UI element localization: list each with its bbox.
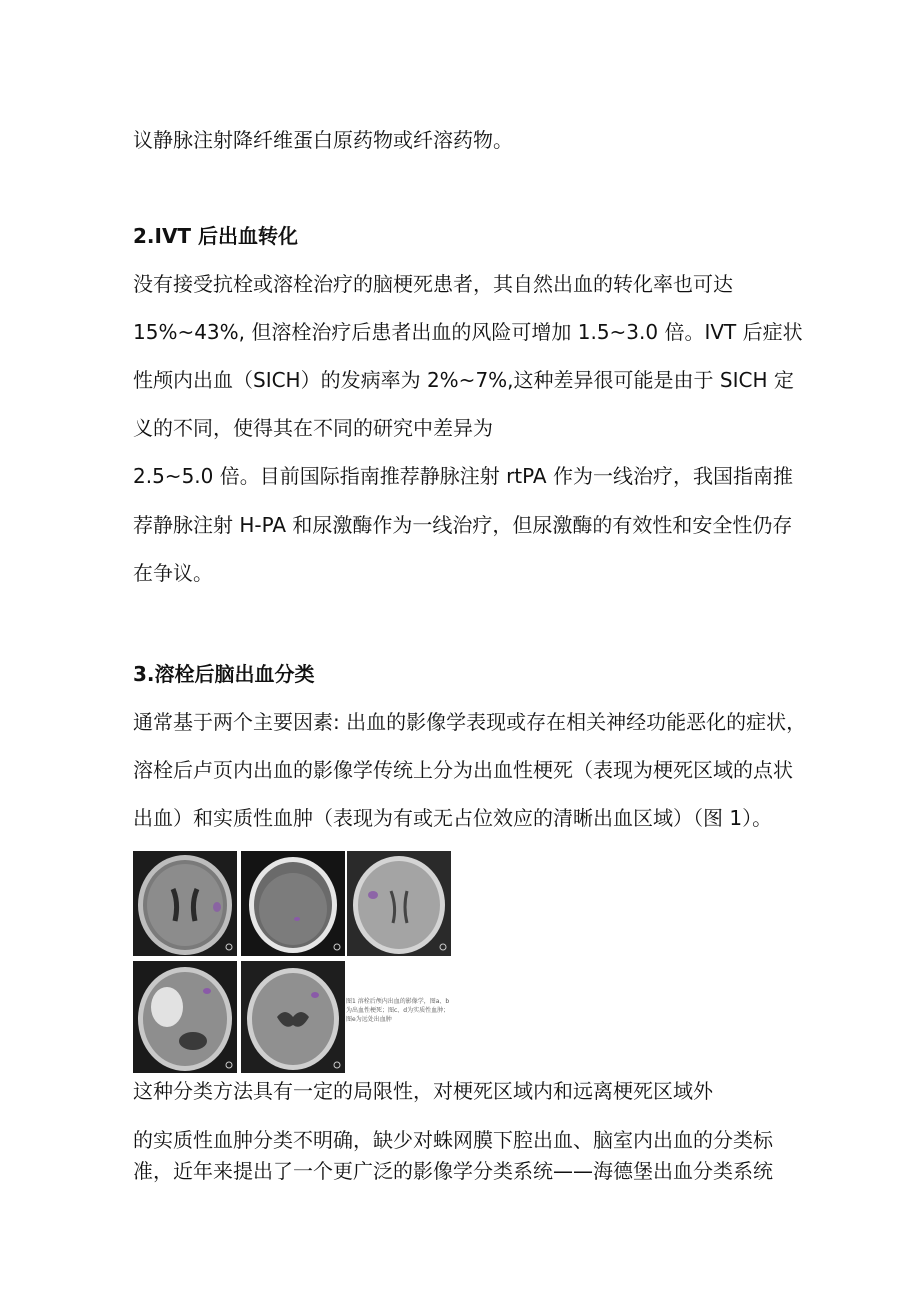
paragraph-line: 溶栓后卢页内出血的影像学传统上分为出血性梗死（表现为梗死区域的点状 [133,758,793,782]
paragraph-line: 15%~43%, 但溶栓治疗后患者出血的风险可增加 1.5~3.0 倍。IVT 后症状 [133,320,803,344]
paragraph-line: 性颅内出血（SICH）的发病率为 2%~7%,这种差异很可能是由于 SICH 定 [133,368,794,392]
paragraph-line: 议静脉注射降纤维蛋白原药物或纤溶药物。 [133,128,513,152]
figure-caption: 图1 溶栓后颅内出血的影像学，图a、b为出血性梗死；图c、d为实质性血肿；图e为远处出血肿 [346,998,450,1023]
paragraph-line: 通常基于两个主要因素: 出血的影像学表现或存在相关神经功能恶化的症状， [133,710,807,734]
paragraph-line: 2.5~5.0 倍。目前国际指南推荐静脉注射 rtPA 作为一线治疗，我国指南推 [133,464,793,488]
paragraph-line: 荐静脉注射 H-PA 和尿激酶作为一线治疗，但尿激酶的有效性和安全性仍存 [133,513,793,537]
ct-scan-image-d [133,961,237,1073]
paragraph-line: 没有接受抗栓或溶栓治疗的脑梗死患者，其自然出血的转化率也可达 [133,272,733,296]
paragraph-line: 在争议。 [133,561,213,585]
paragraph-line: 准，近年来提出了一个更广泛的影像学分类系统——海德堡出血分类系统 [133,1159,773,1183]
ct-scan-image-b [241,851,345,956]
paragraph-line: 这种分类方法具有一定的局限性，对梗死区域内和远离梗死区域外 [133,1079,713,1103]
section-heading-3: 3.溶栓后脑出血分类 [133,662,315,686]
paragraph-line: 义的不同，使得其在不同的研究中差异为 [133,416,493,440]
ct-scan-figure [133,851,453,1073]
paragraph-line: 出血）和实质性血肿（表现为有或无占位效应的清晰出血区域）（图 1）。 [133,806,773,830]
figure-caption-panel [346,961,453,1073]
ct-scan-image-e [241,961,345,1073]
ct-scan-image-c [347,851,451,956]
paragraph-line: 的实质性血肿分类不明确，缺少对蛛网膜下腔出血、脑室内出血的分类标 [133,1128,773,1152]
section-heading-2: 2.IVT 后出血转化 [133,224,299,248]
ct-scan-image-a [133,851,237,956]
